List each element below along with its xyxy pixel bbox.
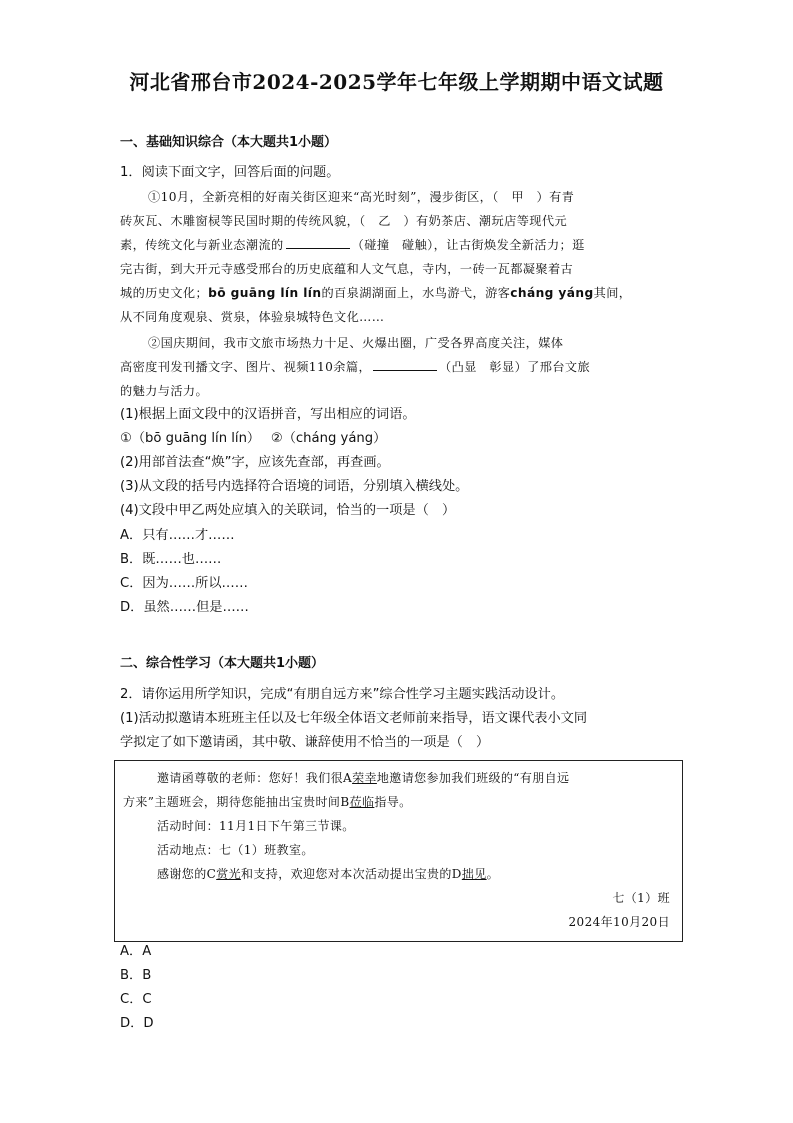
pinyin-text: cháng yáng (510, 286, 594, 300)
option-b[interactable]: B．既……也…… (120, 552, 222, 567)
question-2-sub-1-line-2: 学拟定了如下邀请函，其中敬、谦辞使用不恰当的一项是（ ） (120, 735, 490, 750)
sub-question-1: (1)根据上面文段中的汉语拼音，写出相应的词语。 (120, 407, 416, 422)
passage-text: （碰撞 碰触），让古街焕发全新活力；逛 (351, 238, 585, 252)
sub-question-1-items: ①（bō guāng lín lín） ②（cháng yáng） (120, 431, 387, 446)
passage-1-line-5 (120, 284, 631, 302)
letter-line-3: 活动时间：11月1日下午第三节课。 (157, 819, 355, 833)
letter-line-2 (123, 793, 412, 811)
passage-2-line-2 (120, 358, 590, 376)
passage-1-line-6: 从不同角度观泉、赏泉，体验泉城特色文化…… (120, 310, 385, 324)
option-b[interactable]: B．B (120, 968, 152, 983)
page-title: 河北省邢台市2024-2025学年七年级上学期期中语文试题 (129, 70, 664, 94)
answer-blank[interactable] (373, 358, 437, 371)
letter-text: 和支持，欢迎您对本次活动提出宝贵的D (241, 867, 462, 881)
passage-1-line-2: 砖灰瓦、木雕窗棂等民国时期的传统风貌，（ 乙 ）有奶茶店、潮玩店等现代元 (120, 214, 568, 228)
passage-2-line-3: 的魅力与活力。 (120, 384, 209, 398)
letter-text: 。 (486, 867, 500, 881)
passage-text: 的百泉湖湖面上，水鸟游弋，游客 (321, 286, 511, 300)
underlined-word-b: 莅临 (349, 795, 375, 809)
letter-line-1 (157, 769, 569, 787)
letter-signature: 七（1）班 (612, 891, 670, 905)
letter-line-4: 活动地点：七（1）班教室。 (157, 843, 314, 857)
option-d[interactable]: D．D (120, 1016, 154, 1031)
passage-text: （凸显 彰显）了邢台文旅 (439, 360, 591, 374)
passage-text: 高密度刊发刊播文字、图片、视频110余篇， (120, 360, 372, 374)
option-a[interactable]: A．只有……才…… (120, 528, 235, 543)
option-a[interactable]: A．A (120, 944, 152, 959)
passage-text: 素，传统文化与新业态潮流的 (120, 238, 284, 252)
option-c[interactable]: C．因为……所以…… (120, 576, 248, 591)
sub-question-4: (4)文段中甲乙两处应填入的关联词，恰当的一项是（ ） (120, 503, 456, 518)
passage-text: 城的历史文化； (120, 286, 209, 300)
passage-1-line-4: 完古街，到大开元寺感受邢台的历史底蕴和人文气息，寺内，一砖一瓦都凝聚着古 (120, 262, 574, 276)
passage-2-line-1: ②国庆期间，我市文旅市场热力十足、火爆出圈，广受各界高度关注，媒体 (148, 336, 564, 350)
letter-text: 邀请函尊敬的老师：您好！我们很A (157, 771, 353, 785)
letter-line-5 (157, 865, 499, 883)
option-d[interactable]: D．虽然……但是…… (120, 600, 249, 615)
pinyin-text: bō guāng lín lín (208, 286, 322, 300)
passage-text: 其间， (593, 286, 632, 300)
question-1-stem: 1．阅读下面文字，回答后面的问题。 (120, 165, 340, 180)
underlined-word-c: 赏光 (216, 867, 241, 881)
passage-1-line-3 (120, 236, 585, 254)
passage-1-line-1: ①10月，全新亮相的好南关街区迎来“高光时刻”，漫步街区，（ 甲 ）有青 (148, 190, 575, 204)
question-2-sub-1-line-1: (1)活动拟邀请本班班主任以及七年级全体语文老师前来指导，语文课代表小文同 (120, 711, 588, 726)
letter-text: 地邀请您参加我们班级的“有朋自远 (376, 771, 570, 785)
sub-question-2: (2)用部首法查“焕”字，应该先查部，再查画。 (120, 455, 390, 470)
letter-text: 感谢您的C (157, 867, 217, 881)
letter-text: 指导。 (374, 795, 412, 809)
letter-date: 2024年10月20日 (568, 915, 670, 929)
underlined-word-d: 拙见 (461, 867, 487, 881)
section-heading-1: 一、基础知识综合（本大题共1小题） (120, 135, 338, 150)
sub-question-3: (3)从文段的括号内选择符合语境的词语，分别填入横线处。 (120, 479, 469, 494)
answer-blank[interactable] (286, 236, 350, 249)
section-heading-2: 二、综合性学习（本大题共1小题） (120, 656, 325, 671)
option-c[interactable]: C．C (120, 992, 152, 1007)
invitation-letter-box (114, 760, 683, 942)
question-2-stem: 2．请你运用所学知识，完成“有朋自远方来”综合性学习主题实践活动设计。 (120, 687, 565, 702)
underlined-word-a: 荣幸 (352, 771, 377, 785)
letter-text: 方来”主题班会，期待您能抽出宝贵时间B (123, 795, 350, 809)
